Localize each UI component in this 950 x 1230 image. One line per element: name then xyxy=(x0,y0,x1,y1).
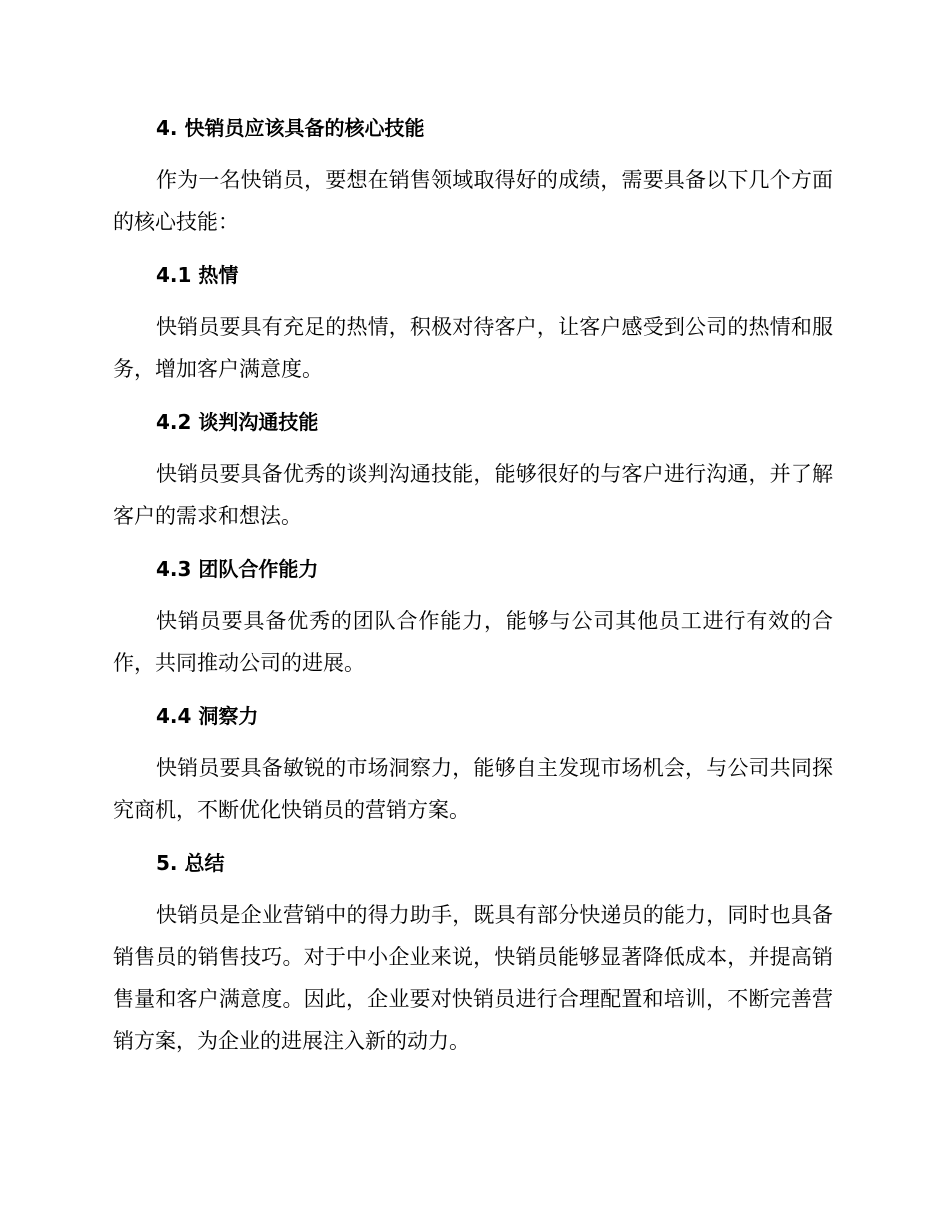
section-heading-negotiation: 4.2 谈判沟通技能 xyxy=(156,410,319,434)
section-paragraph-enthusiasm: 快销员要具有充足的热情，积极对待客户，让客户感受到公司的热情和服务，增加客户满意度。 xyxy=(113,315,833,381)
section-heading-core-skills: 4. 快销员应该具备的核心技能 xyxy=(156,116,425,140)
section-paragraph-negotiation: 快销员要具备优秀的谈判沟通技能，能够很好的与客户进行沟通，并了解客户的需求和想法。 xyxy=(113,462,833,528)
section-heading-summary: 5. 总结 xyxy=(156,851,225,875)
section-heading-teamwork: 4.3 团队合作能力 xyxy=(156,557,319,581)
section-heading-enthusiasm: 4.1 热情 xyxy=(156,263,239,287)
document-body xyxy=(113,108,833,1074)
section-paragraph-teamwork: 快销员要具备优秀的团队合作能力，能够与公司其他员工进行有效的合作，共同推动公司的进展。 xyxy=(113,609,833,675)
section-paragraph-core-skills: 作为一名快销员，要想在销售领域取得好的成绩，需要具备以下几个方面的核心技能： xyxy=(113,168,833,234)
section-paragraph-summary: 快销员是企业营销中的得力助手，既具有部分快递员的能力，同时也具备销售员的销售技巧。对于中小企业来说，快销员能够显著降低成本，并提高销售量和客户满意度。因此，企业要对快销员进行合理配置和培训，不断完善营销方案，为企业的进展注入新的动力。 xyxy=(113,903,833,1053)
section-paragraph-insight: 快销员要具备敏锐的市场洞察力，能够自主发现市场机会，与公司共同探究商机，不断优化快销员的营销方案。 xyxy=(113,756,833,822)
section-heading-insight: 4.4 洞察力 xyxy=(156,704,259,728)
